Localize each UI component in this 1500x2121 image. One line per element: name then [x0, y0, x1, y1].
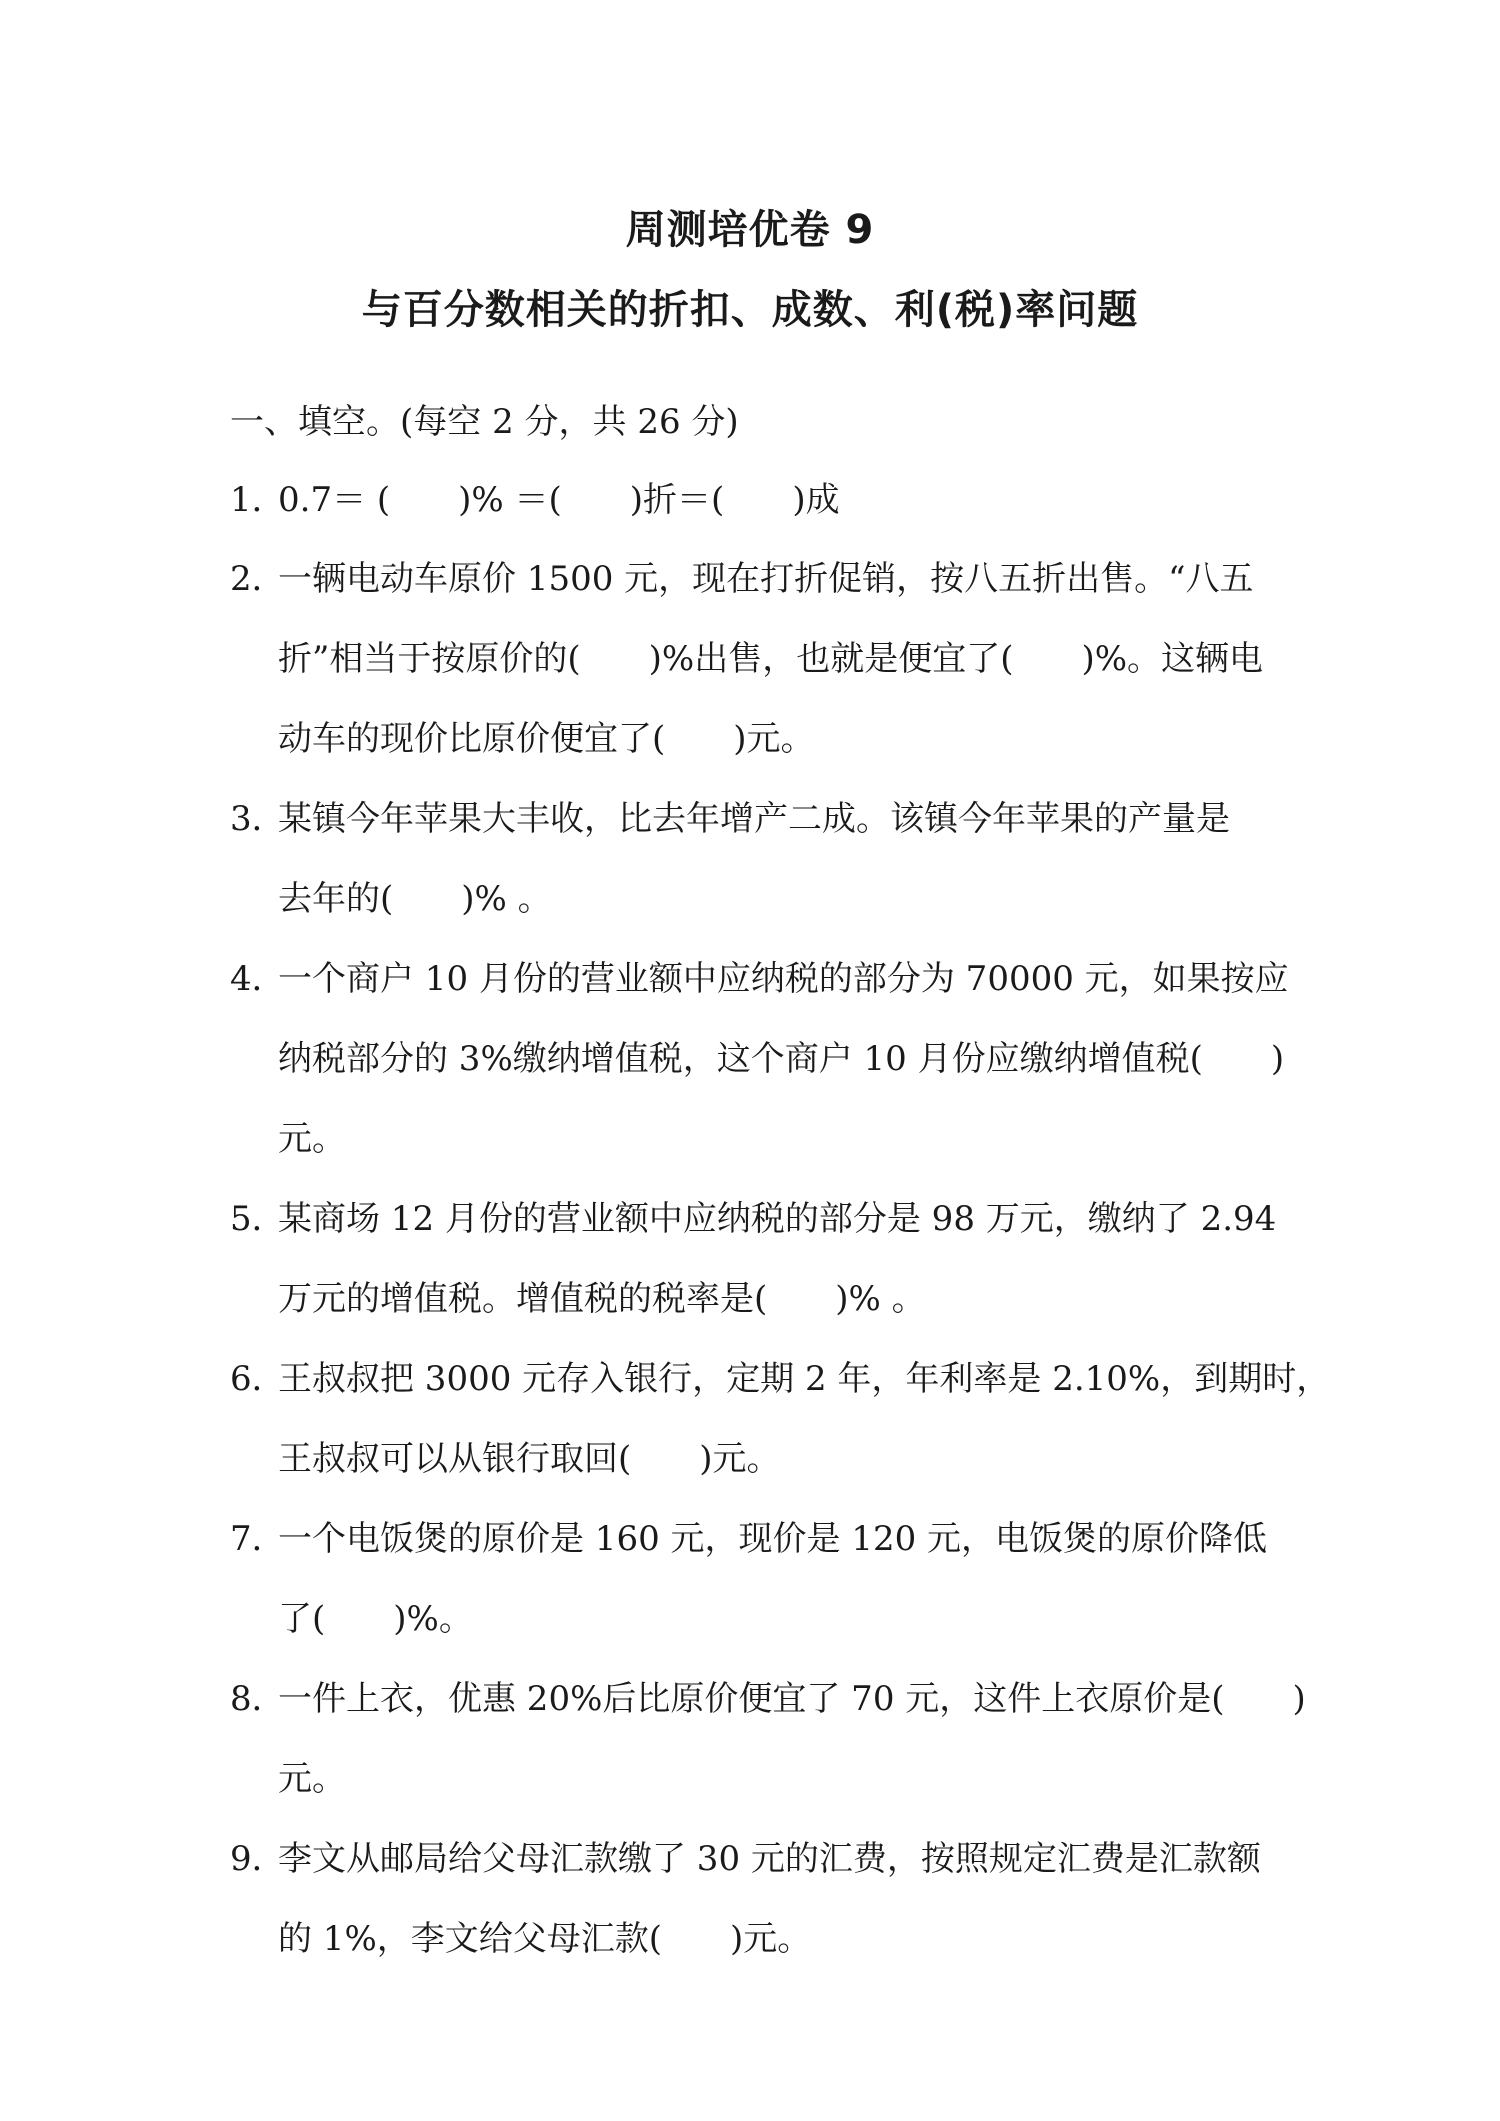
question-line: 动车的现价比原价便宜了( )元。 [278, 719, 815, 759]
question-line: 王叔叔可以从银行取回( )元。 [278, 1439, 781, 1479]
question-number: 5． [230, 1199, 286, 1239]
section-heading: 一、填空。(每空 2 分，共 26 分) [230, 402, 739, 442]
question-number: 6． [230, 1359, 286, 1399]
worksheet-title: 周测培优卷 9 [625, 207, 875, 253]
question-number: 1． [230, 480, 286, 520]
question-line: 一辆电动车原价 1500 元，现在打折促销，按八五折出售。“八五 [278, 559, 1254, 599]
question-number: 8． [230, 1679, 286, 1719]
question-line: 某镇今年苹果大丰收，比去年增产二成。该镇今年苹果的产量是 [278, 799, 1230, 839]
question-line: 元。 [278, 1119, 346, 1159]
question-line: 王叔叔把 3000 元存入银行，定期 2 年，年利率是 2.10%，到期时， [278, 1359, 1331, 1399]
question-number: 2． [230, 559, 286, 599]
question-line: 去年的( )% 。 [278, 879, 552, 919]
question-line: 一个电饭煲的原价是 160 元，现价是 120 元，电饭煲的原价降低 [278, 1519, 1268, 1559]
question-line: 李文从邮局给父母汇款缴了 30 元的汇费，按照规定汇费是汇款额 [278, 1839, 1261, 1879]
question-line: 一个商户 10 月份的营业额中应纳税的部分为 70000 元，如果按应 [278, 959, 1289, 999]
question-line: 纳税部分的 3%缴纳增值税，这个商户 10 月份应缴纳增值税( ) [278, 1039, 1285, 1079]
question-line: 元。 [278, 1759, 346, 1799]
question-line: 某商场 12 月份的营业额中应纳税的部分是 98 万元，缴纳了 2.94 [278, 1199, 1277, 1239]
question-line: 的 1%，李文给父母汇款( )元。 [278, 1919, 812, 1959]
question-number: 9． [230, 1839, 286, 1879]
question-line: 折”相当于按原价的( )%出售，也就是便宜了( )%。这辆电 [278, 639, 1264, 679]
worksheet-subtitle: 与百分数相关的折扣、成数、利(税)率问题 [361, 287, 1139, 333]
question-number: 4． [230, 959, 286, 999]
question-line: 0.7＝ ( )% ＝( )折＝( )成 [278, 480, 840, 520]
question-number: 7． [230, 1519, 286, 1559]
question-number: 3． [230, 799, 286, 839]
question-line: 一件上衣，优惠 20%后比原价便宜了 70 元，这件上衣原价是( ) [278, 1679, 1306, 1719]
question-line: 万元的增值税。增值税的税率是( )% 。 [278, 1279, 926, 1319]
question-line: 了( )%。 [278, 1599, 473, 1639]
